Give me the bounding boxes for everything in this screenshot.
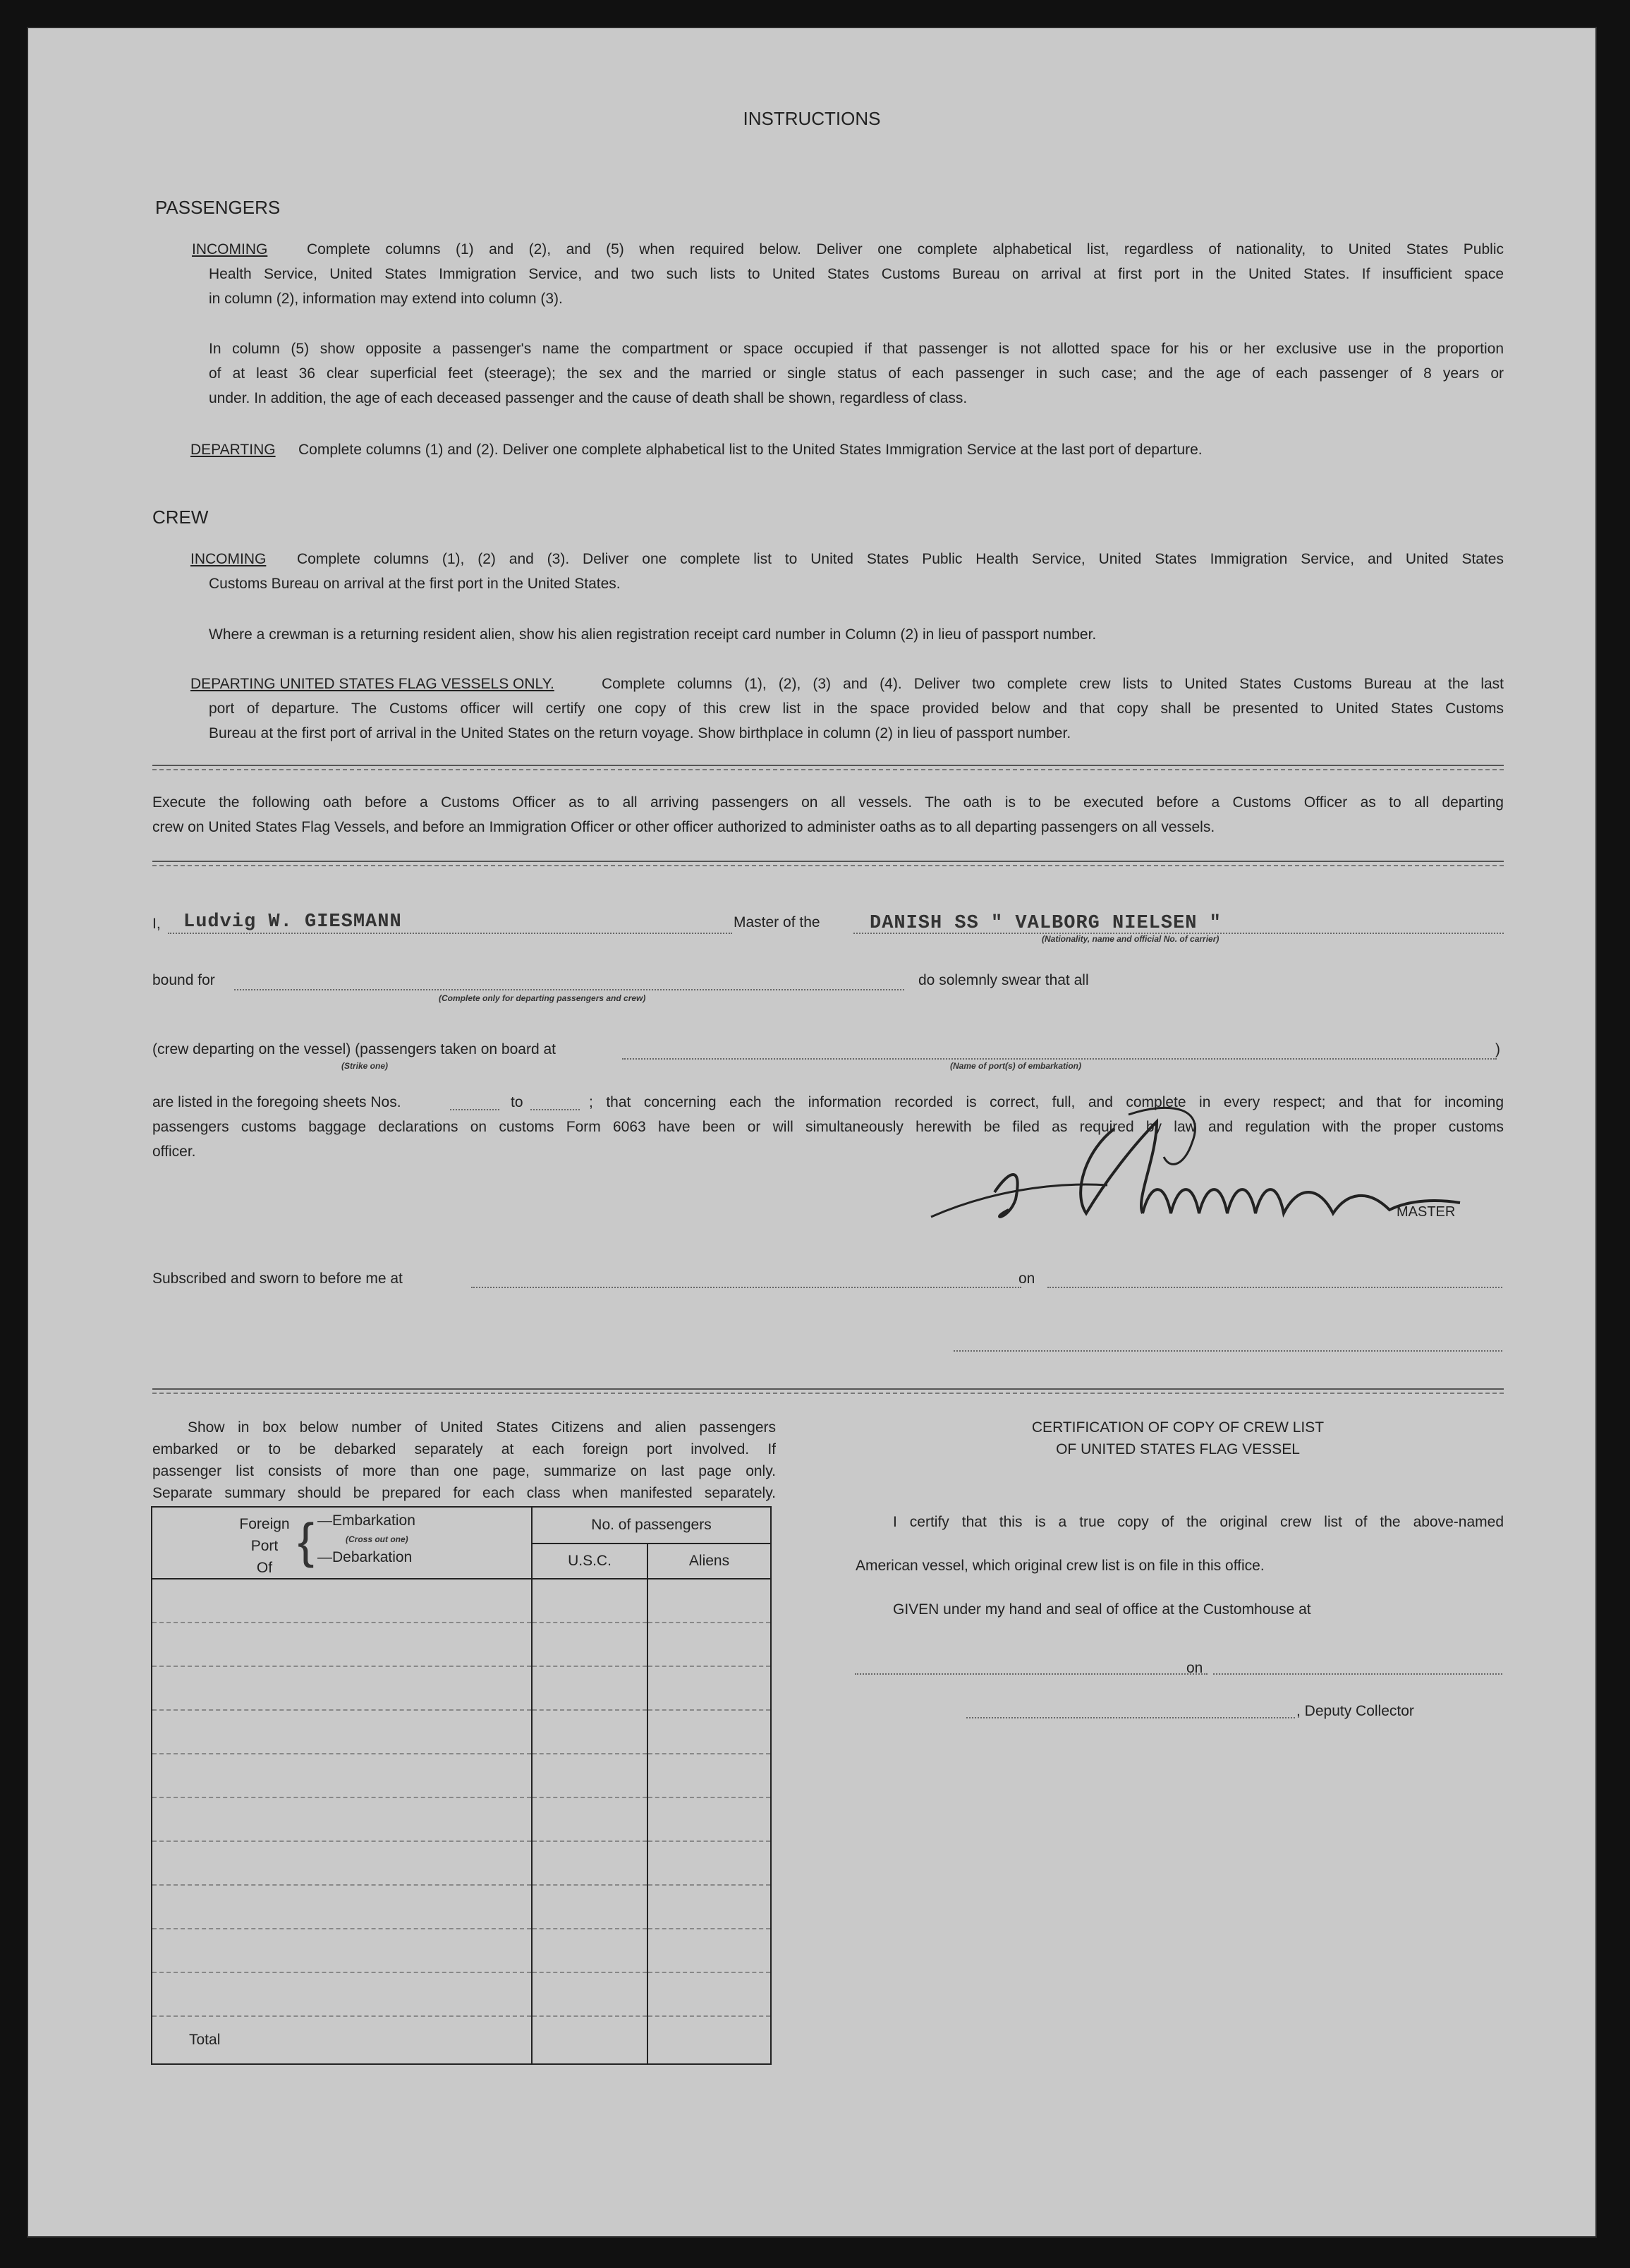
table-row xyxy=(152,1579,771,1623)
table-row xyxy=(152,1841,771,1885)
total-row xyxy=(152,2016,771,2064)
subscribed-place-line xyxy=(471,1287,1021,1288)
master-name-line xyxy=(168,933,732,934)
port-label-port: Port xyxy=(250,1538,279,1554)
certify-line-1: I certify that this is a true copy of the original crew list of the above-named xyxy=(893,1514,1504,1530)
section-divider xyxy=(152,765,1504,770)
bound-for-caption: (Complete only for departing passengers and crew) xyxy=(439,993,646,1003)
baggage-line: passengers customs baggage declarations on customs Form 6063 have been or will simultaneously herewith be filed as required by law and regulation with the proper customs xyxy=(152,1119,1504,1135)
master-label: MASTER xyxy=(1397,1204,1456,1220)
master-of-label: Master of the xyxy=(734,914,820,930)
usc-header: U.S.C. xyxy=(532,1544,647,1579)
crew-incoming-label: INCOMING xyxy=(190,551,267,567)
oath-instruction-line-2: crew on United States Flag Vessels, and before an Immigration Officer or other officer authorized to administer oaths as to all departing passengers on all vessels. xyxy=(152,819,1215,835)
summary-instruction-line-2: embarked or to be debarked separately at each foreign port involved. If xyxy=(152,1441,776,1457)
crew-heading: CREW xyxy=(152,507,209,528)
strike-caption: (Strike one) xyxy=(341,1061,389,1071)
deputy-signature-line xyxy=(966,1717,1295,1718)
table-row xyxy=(152,1754,771,1797)
summary-instruction-line-1: Show in box below number of United States Citizens and alien passengers xyxy=(188,1419,776,1436)
deputy-collector-label: , Deputy Collector xyxy=(1296,1703,1414,1719)
document-page xyxy=(28,28,1595,2236)
total-label: Total xyxy=(152,2016,532,2064)
certification-title-2: OF UNITED STATES FLAG VESSEL xyxy=(1056,1441,1300,1457)
bound-for-label: bound for xyxy=(152,972,215,988)
summary-instruction-line-3: passenger list consists of more than one page, summarize on last page only. xyxy=(152,1463,776,1479)
ports-caption: (Name of port(s) of embarkation) xyxy=(950,1061,1082,1071)
column5-line-2: of at least 36 clear superficial feet (steerage); the sex and the married or single status of each passenger in such case; and the age of each passenger of 8 years or xyxy=(209,365,1504,382)
section-divider xyxy=(152,861,1504,866)
aliens-header: Aliens xyxy=(647,1544,771,1579)
debarkation-option[interactable]: —Debarkation xyxy=(317,1549,413,1565)
crew-departing-clause: (crew departing on the vessel) (passengers taken on board at xyxy=(152,1041,556,1057)
swear-label: do solemnly swear that all xyxy=(918,972,1089,988)
passengers-heading: PASSENGERS xyxy=(155,197,281,218)
sheet-from-line xyxy=(450,1109,499,1110)
port-label-of: Of xyxy=(256,1560,273,1576)
summary-instruction-line-4: Separate summary should be prepared for each class when manifested separately. xyxy=(152,1485,776,1501)
embarkation-option[interactable]: —Embarkation xyxy=(317,1512,415,1529)
master-name: Ludvig W. GIESMANN xyxy=(183,911,402,933)
port-label-foreign: Foreign xyxy=(239,1516,290,1532)
passenger-summary-table xyxy=(151,1506,772,2065)
cross-out-caption: (Cross out one) xyxy=(346,1534,408,1544)
vessel-caption: (Nationality, name and official No. of carrier) xyxy=(1042,934,1220,944)
column5-line-1: In column (5) show opposite a passenger's name the compartment or space occupied if that passenger is not allotted space for his or her exclusive use in the proportion xyxy=(209,341,1504,357)
table-row xyxy=(152,1885,771,1929)
bound-for-line xyxy=(234,989,904,990)
crew-departing-line-3: Bureau at the first port of arrival in the United States on the return voyage. Show birthplace in column (2) in lieu of passport number. xyxy=(209,725,1071,741)
customhouse-line xyxy=(855,1673,1208,1675)
subscribed-on-label: on xyxy=(1018,1271,1035,1287)
port-header-cell xyxy=(152,1507,532,1579)
subscribed-label: Subscribed and sworn to before me at xyxy=(152,1271,403,1287)
passengers-incoming-line-2: Health Service, United States Immigration Service, and two such lists to United States Customs Bureau on arrival at first port in the United States. If insufficient space xyxy=(209,266,1504,282)
listed-prefix: are listed in the foregoing sheets Nos. xyxy=(152,1094,401,1110)
passengers-incoming-label: INCOMING xyxy=(192,241,268,257)
certification-title-1: CERTIFICATION OF COPY OF CREW LIST xyxy=(1031,1419,1325,1436)
table-row xyxy=(152,1929,771,1972)
table-row xyxy=(152,1797,771,1841)
table-row xyxy=(152,1710,771,1754)
crew-departing-line-1: Complete columns (1), (2), (3) and (4). Deliver two complete crew lists to United States Customs Bureau at the last xyxy=(602,676,1504,692)
crew-resident-text: Where a crewman is a returning resident alien, show his alien registration receipt card number in Column (2) in lieu of passport number. xyxy=(209,626,1097,643)
section-divider xyxy=(152,1388,1504,1394)
passengers-header: No. of passengers xyxy=(532,1507,771,1544)
table-row xyxy=(152,1623,771,1666)
certification-on-label: on xyxy=(1186,1660,1203,1676)
sheet-to-line xyxy=(530,1109,580,1110)
officer-signature-line xyxy=(954,1350,1502,1352)
brace-icon: { xyxy=(298,1513,315,1568)
crew-incoming-line-2: Customs Bureau on arrival at the first port in the United States. xyxy=(209,576,621,592)
close-paren: ) xyxy=(1495,1041,1500,1057)
given-line: GIVEN under my hand and seal of office at the Customhouse at xyxy=(893,1601,1311,1618)
column5-line-3: under. In addition, the age of each deceased passenger and the cause of death shall be shown, regardless of class. xyxy=(209,390,968,406)
crew-departing-label: DEPARTING UNITED STATES FLAG VESSELS ONLY. xyxy=(190,676,554,692)
oath-instruction-line-1: Execute the following oath before a Customs Officer as to all arriving passengers on all vessels. The oath is to be executed before a Customs Officer as to all departing xyxy=(152,794,1504,811)
certify-line-2: American vessel, which original crew list is on file in this office. xyxy=(856,1558,1265,1574)
crew-incoming-line-1: Complete columns (1), (2) and (3). Deliver one complete list to United States Public Health Service, United States Immigration Service, and United States xyxy=(297,551,1504,567)
ports-line xyxy=(622,1058,1497,1060)
officer-line: officer. xyxy=(152,1144,196,1160)
passengers-departing-label: DEPARTING xyxy=(190,442,276,458)
passengers-incoming-line-1: Complete columns (1) and (2), and (5) when required below. Deliver one complete alphabetical list, regardless of nationality, to United States Public xyxy=(307,241,1504,257)
listed-suffix: ; that concerning each the information recorded is correct, full, and complete in every respect; and that for incoming xyxy=(589,1094,1504,1110)
page-title: INSTRUCTIONS xyxy=(743,108,881,129)
listed-to: to xyxy=(511,1094,523,1110)
table-row xyxy=(152,1972,771,2016)
vessel-name: DANISH SS " VALBORG NIELSEN " xyxy=(870,913,1222,934)
passengers-departing-text: Complete columns (1) and (2). Deliver one complete alphabetical list to the United States Immigration Service at the last port of departure. xyxy=(298,442,1203,458)
crew-departing-line-2: port of departure. The Customs officer will certify one copy of this crew list in the space provided below and that copy shall be presented to United States Customs xyxy=(209,701,1504,717)
oath-i-label: I, xyxy=(152,916,161,932)
table-row xyxy=(152,1666,771,1710)
certification-date-line xyxy=(1213,1673,1502,1675)
passengers-incoming-line-3: in column (2), information may extend into column (3). xyxy=(209,291,563,307)
subscribed-date-line xyxy=(1047,1287,1502,1288)
